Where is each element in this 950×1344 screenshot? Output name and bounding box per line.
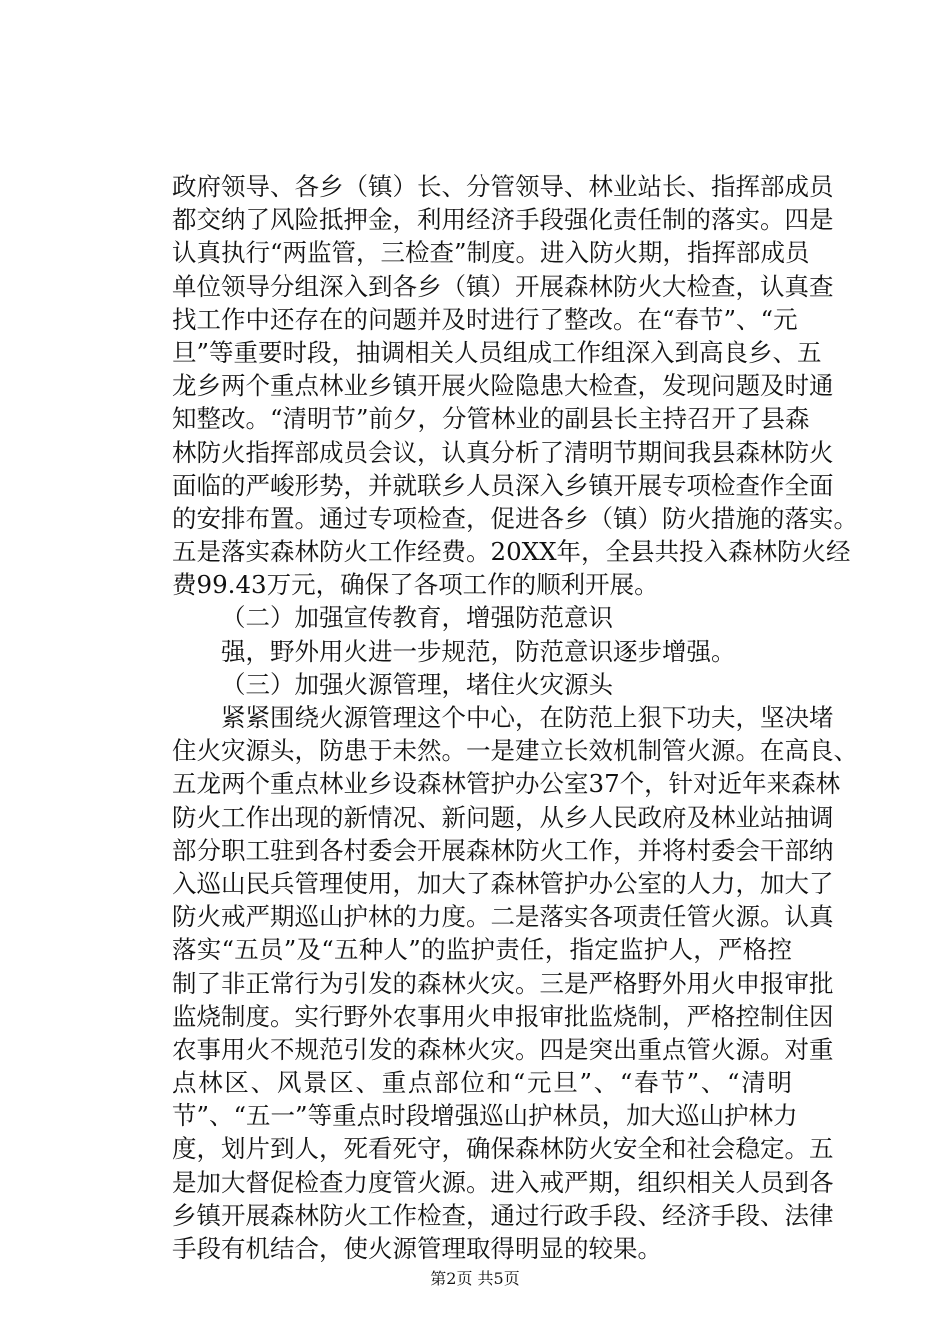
text-line: 手段有机结合，使火源管理取得明显的较果。 xyxy=(172,1234,662,1263)
text-line: 五龙两个重点林业乡设森林管护办公室37个，针对近年来森林 xyxy=(172,769,841,799)
text-line: 住火灾源头，防患于未然。一是建立长效机制管火源。在高良、 xyxy=(172,736,858,766)
text-line: 旦”等重要时段，抽调相关人员组成工作组深入到高良乡、五 xyxy=(172,337,822,367)
text-line: 都交纳了风险抵押金，利用经济手段强化责任制的落实。四是 xyxy=(172,205,834,235)
text-line: 乡镇开展森林防火工作检查，通过行政手段、经济手段、法律 xyxy=(172,1200,834,1230)
text-line: 紧紧围绕火源管理这个中心，在防范上狠下功夫，坚决堵 xyxy=(221,703,834,732)
document-body xyxy=(172,170,858,1265)
text-line: 认真执行“两监管，三检查”制度。进入防火期，指挥部成员 xyxy=(172,238,810,268)
page-footer: 第2页 共5页 xyxy=(430,1269,520,1288)
text-line: 制了非正常行为引发的森林火灾。三是严格野外用火申报审批 xyxy=(172,968,834,998)
text-line: 度，划片到人，死看死守，确保森林防火安全和社会稳定。五 xyxy=(172,1134,834,1164)
text-line: 是加大督促检查力度管火源。进入戒严期，组织相关人员到各 xyxy=(172,1167,834,1197)
text-line: 农事用火不规范引发的森林火灾。四是突出重点管火源。对重 xyxy=(172,1034,834,1064)
text-line: 林防火指挥部成员会议，认真分析了清明节期间我县森林防火 xyxy=(172,437,834,467)
text-line: 面临的严峻形势，并就联乡人员深入乡镇开展专项检查作全面 xyxy=(172,470,834,500)
text-line: 防火戒严期巡山护林的力度。二是落实各项责任管火源。认真 xyxy=(172,902,834,932)
text-line: 入巡山民兵管理使用，加大了森林管护办公室的人力，加大了 xyxy=(172,868,834,898)
text-line: 龙乡两个重点林业乡镇开展火险隐患大检查，发现问题及时通 xyxy=(172,371,834,401)
text-line: 点林区、风景区、重点部位和“元旦”、“春节”、“清明 xyxy=(172,1068,792,1098)
text-line: 部分职工驻到各村委会开展森林防火工作，并将村委会干部纳 xyxy=(172,835,834,865)
text-line: 找工作中还存在的问题并及时进行了整改。在“春节”、“元 xyxy=(172,304,798,334)
text-line: 单位领导分组深入到各乡（镇）开展森林防火大检查，认真查 xyxy=(172,271,834,301)
text-line: 五是落实森林防火工作经费。20XX年，全县共投入森林防火经 xyxy=(172,537,851,567)
text-line: 的安排布置。通过专项检查，促进各乡（镇）防火措施的落实。 xyxy=(172,503,858,533)
text-line: 监烧制度。实行野外农事用火申报审批监烧制，严格控制住因 xyxy=(172,1001,834,1031)
text-line: 知整改。“清明节”前夕，分管林业的副县长主持召开了县森 xyxy=(172,404,810,434)
text-line: （二）加强宣传教育，增强防范意识 xyxy=(221,603,613,633)
text-line: 政府领导、各乡（镇）长、分管领导、林业站长、指挥部成员 xyxy=(172,172,834,201)
text-line: 落实“五员”及“五种人”的监护责任，指定监护人，严格控 xyxy=(172,935,792,965)
text-line: （三）加强火源管理，堵住火灾源头 xyxy=(221,669,613,699)
text-line: 费99.43万元，确保了各项工作的顺利开展。 xyxy=(172,570,659,600)
text-line: 强，野外用火进一步规范，防范意识逐步增强。 xyxy=(221,636,736,666)
text-line: 节”、“五一”等重点时段增强巡山护林员，加大巡山护林力 xyxy=(172,1101,798,1131)
text-line: 防火工作出现的新情况、新问题，从乡人民政府及林业站抽调 xyxy=(172,802,834,832)
